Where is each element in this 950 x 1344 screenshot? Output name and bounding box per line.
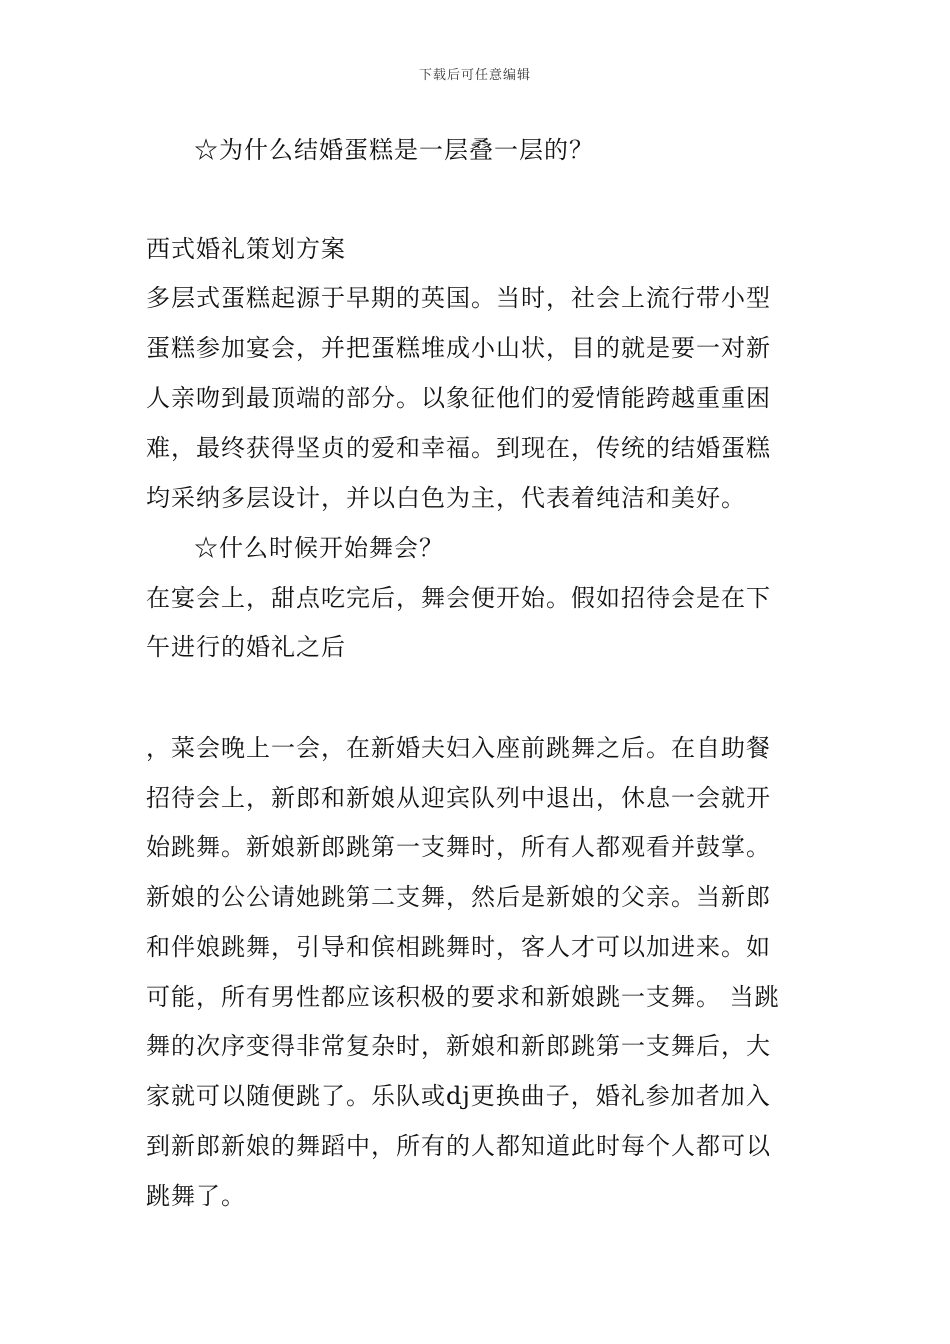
paragraph-line: 难，最终获得坚贞的爱和幸福。到现在，传统的结婚蛋糕 xyxy=(146,434,771,462)
question-heading-cake: ☆为什么结婚蛋糕是一层叠一层的？ xyxy=(194,136,594,164)
paragraph-line: 家就可以随便跳了。乐队或dj更换曲子，婚礼参加者加入 xyxy=(146,1082,771,1110)
paragraph-line: 和伴娘跳舞，引导和傧相跳舞时，客人才可以加进来。如 xyxy=(146,933,771,961)
paragraph-line: 新娘的公公请她跳第二支舞，然后是新娘的父亲。当新郎 xyxy=(146,883,771,911)
paragraph-line: 可能，所有男性都应该积极的要求和新娘跳一支舞。 当跳 xyxy=(146,983,780,1011)
paragraph-line: 均采纳多层设计，并以白色为主，代表着纯洁和美好。 xyxy=(146,484,746,512)
paragraph-line: 人亲吻到最顶端的部分。以象征他们的爱情能跨越重重困 xyxy=(146,384,771,412)
paragraph-line: ，菜会晚上一会，在新婚夫妇入座前跳舞之后。在自助餐 xyxy=(146,734,771,762)
paragraph-line: 午进行的婚礼之后 xyxy=(146,633,346,661)
page-header: 下载后可任意编辑 xyxy=(418,68,531,83)
question-heading-dance: ☆什么时候开始舞会？ xyxy=(194,534,444,562)
paragraph-line: 招待会上，新郎和新娘从迎宾队列中退出，休息一会就开 xyxy=(146,784,771,812)
paragraph-line: 到新郎新娘的舞蹈中，所有的人都知道此时每个人都可以 xyxy=(146,1132,771,1160)
paragraph-line: 在宴会上，甜点吃完后，舞会便开始。假如招待会是在下 xyxy=(146,584,771,612)
paragraph-line: 始跳舞。新娘新郎跳第一支舞时，所有人都观看并鼓掌。 xyxy=(146,833,771,861)
paragraph-line: 跳舞了。 xyxy=(146,1182,246,1210)
paragraph-line: 多层式蛋糕起源于早期的英国。当时，社会上流行带小型 xyxy=(146,284,771,312)
paragraph-line: 蛋糕参加宴会，并把蛋糕堆成小山状，目的就是要一对新 xyxy=(146,334,771,362)
paragraph-line: 舞的次序变得非常复杂时，新娘和新郎跳第一支舞后，大 xyxy=(146,1032,771,1060)
document-title: 西式婚礼策划方案 xyxy=(146,235,346,263)
